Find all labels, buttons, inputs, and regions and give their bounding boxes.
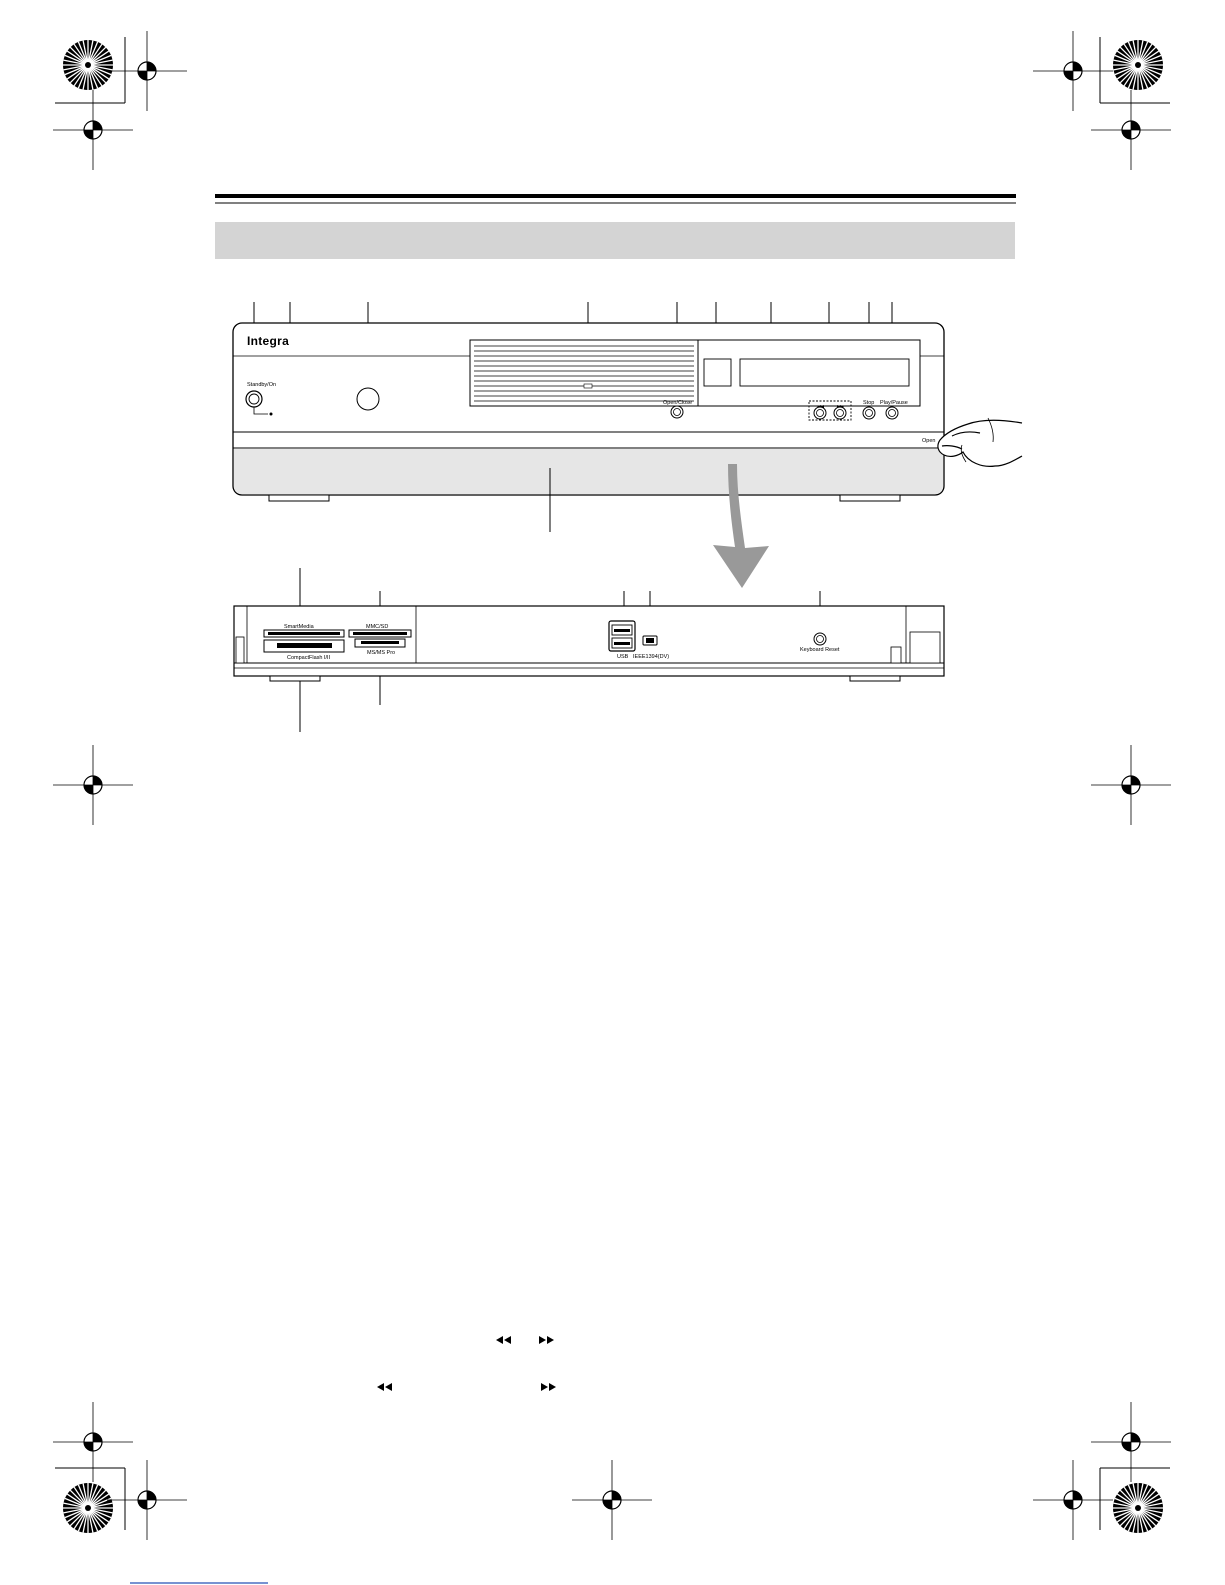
usb-label: USB [617,654,629,660]
open-label: Open [922,438,936,444]
keyboard-reset-button[interactable] [814,633,826,645]
registration-target-icon [107,1460,187,1540]
mmc-sd-slot[interactable] [349,630,411,637]
foot-right-lower [850,676,900,681]
starburst-icon [1113,40,1163,90]
section-header-band [215,222,1015,259]
registration-target-icon [1091,1402,1171,1482]
remote-sensor [357,388,379,410]
indicator-window [704,359,731,386]
smartmedia-slot[interactable] [264,630,344,637]
registration-target-icon [1091,745,1171,825]
keyboard-reset-label: Keyboard Reset [800,647,840,653]
play-pause-button[interactable] [886,407,898,419]
player-front-view [233,323,944,501]
front-display [740,359,909,386]
open-close-label: Open/Close [663,400,693,406]
stop-button[interactable] [863,407,875,419]
foot-left-lower [270,676,320,681]
registration-target-icon [572,1460,652,1540]
skip-next-button[interactable] [834,407,846,419]
smartmedia-label: SmartMedia [284,624,314,630]
disc-tray[interactable] [470,340,698,406]
usb-ports[interactable] [609,621,635,651]
open-close-button[interactable] [671,406,683,418]
foot-right [840,495,900,501]
play-pause-label: Play/Pause [880,400,908,406]
stop-label: Stop [863,400,875,406]
registration-target-icon [53,1402,133,1482]
registration-target-icon [1033,31,1113,111]
foot-left [269,495,329,501]
registration-target-icon [1033,1460,1113,1540]
skip-previous-button[interactable] [814,407,826,419]
front-door[interactable] [234,449,943,494]
ieee1394-port[interactable] [643,636,657,645]
starburst-icon [1113,1483,1163,1533]
standby-indicator [270,413,273,416]
ms-label: MS/MS Pro [367,650,396,656]
rewind-icon [496,1336,511,1344]
fast-forward-icon [539,1336,554,1344]
standby-label: Standby/On [247,382,277,388]
crop-mark-icon [55,37,1170,1530]
registration-target-icon [1091,90,1171,170]
rewind-icon [377,1383,392,1391]
standby-button[interactable] [246,391,262,407]
compactflash-slot[interactable] [264,640,344,652]
memory-stick-slot[interactable] [355,639,405,647]
registration-target-icon [53,745,133,825]
brand-logo: Integra [247,334,290,348]
hand-icon [938,418,1022,466]
player-door-open-view [234,606,944,681]
registration-target-icon [107,31,187,111]
compactflash-label: CompactFlash I/II [287,655,331,661]
starburst-icon [63,1483,113,1533]
ieee1394-label: IEEE1394(DV) [633,654,670,660]
registration-target-icon [53,90,133,170]
starburst-icon [63,40,113,90]
mmc-sd-label: MMC/SD [366,624,389,630]
fast-forward-icon [541,1383,556,1391]
